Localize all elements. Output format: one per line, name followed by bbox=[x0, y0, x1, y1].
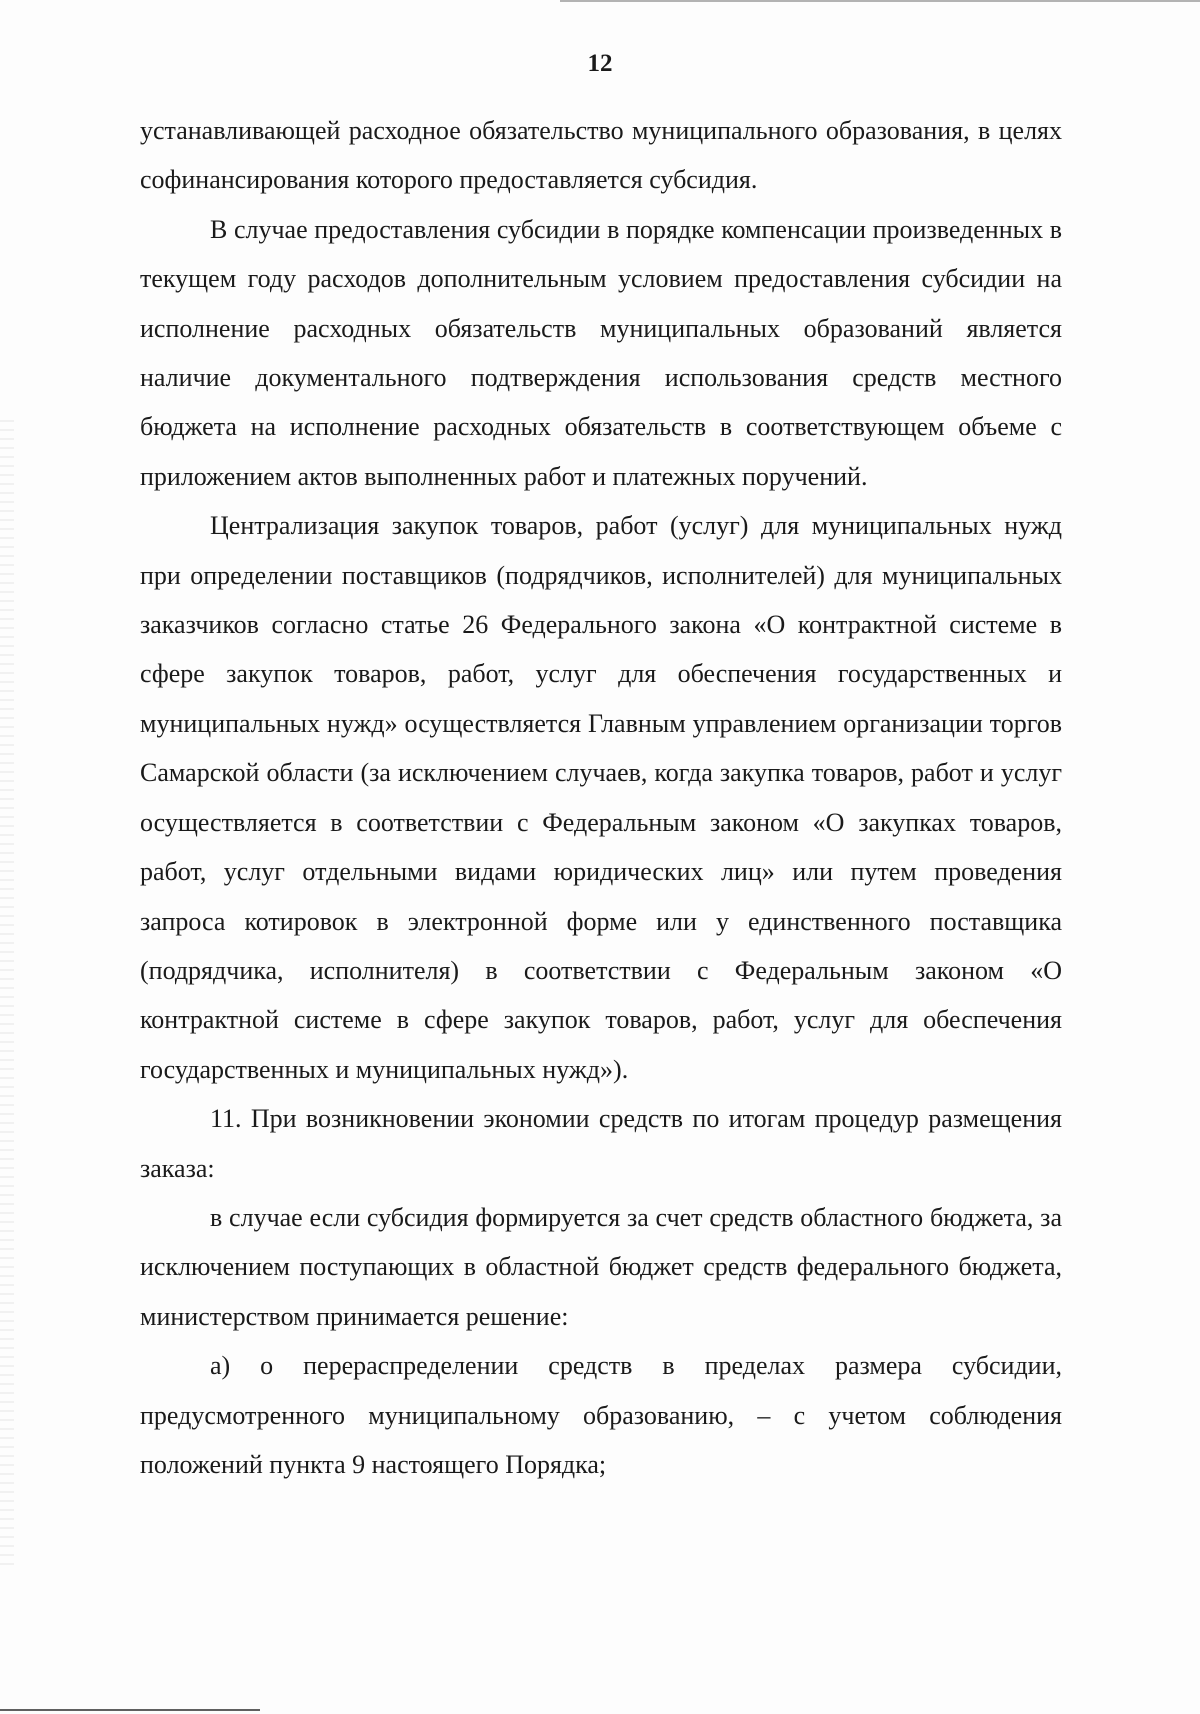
paragraph-regional-budget: в случае если субсидия формируется за счет средств областного бюджета, за исключением поступающих в областной бюджет средств федерального бюджета, министерством принимается решение: bbox=[140, 1202, 1062, 1331]
paragraph-compensation: В случае предоставления субсидии в порядке компенсации произведенных в текущем году расходов дополнительным условием предоставления субсидии на исполнение расходных обязательств муниципальных образований является наличие документального подтверждения использования средств местного бюджета на исполнение расходных обязательств в соответствующем объеме с приложением актов выполненных работ и платежных поручений. bbox=[140, 214, 1062, 491]
page-number: 12 bbox=[587, 50, 613, 77]
document-body bbox=[140, 106, 1062, 1489]
paragraph-continuation: устанавливающей расходное обязательство муниципального образования, в целях софинансирования которого предоставляется субсидия. bbox=[140, 116, 1062, 195]
scan-left-margin-noise bbox=[0, 420, 14, 1570]
scan-top-edge bbox=[560, 0, 1200, 6]
scan-bottom-edge bbox=[0, 1709, 260, 1711]
paragraph-item-11: 11. При возникновении экономии средств по итогам процедур размещения заказа: bbox=[140, 1104, 1062, 1183]
paragraph-centralization: Централизация закупок товаров, работ (услуг) для муниципальных нужд при определении поставщиков (подрядчиков, исполнителей) для муниципальных заказчиков согласно статье 26 Федерального закона «О контрактной системе в сфере закупок товаров, работ, услуг для обеспечения государственных и муниципальных нужд» осуществляется Главным управлением организации торгов Самарской области (за исключением случаев, когда закупка товаров, работ и услуг осуществляется в соответствии с Федеральным законом «О закупках товаров, работ, услуг отдельными видами юридических лиц» или путем проведения запроса котировок в электронной форме или у единственного поставщика (подрядчика, исполнителя) в соответствии с Федеральным законом «О контрактной системе в сфере закупок товаров, работ, услуг для обеспечения государственных и муниципальных нужд»). bbox=[140, 511, 1062, 1084]
paragraph-subitem-a: а) о перераспределении средств в пределах размера субсидии, предусмотренного муниципальному образованию, – с учетом соблюдения положений пункта 9 настоящего Порядка; bbox=[140, 1351, 1062, 1479]
